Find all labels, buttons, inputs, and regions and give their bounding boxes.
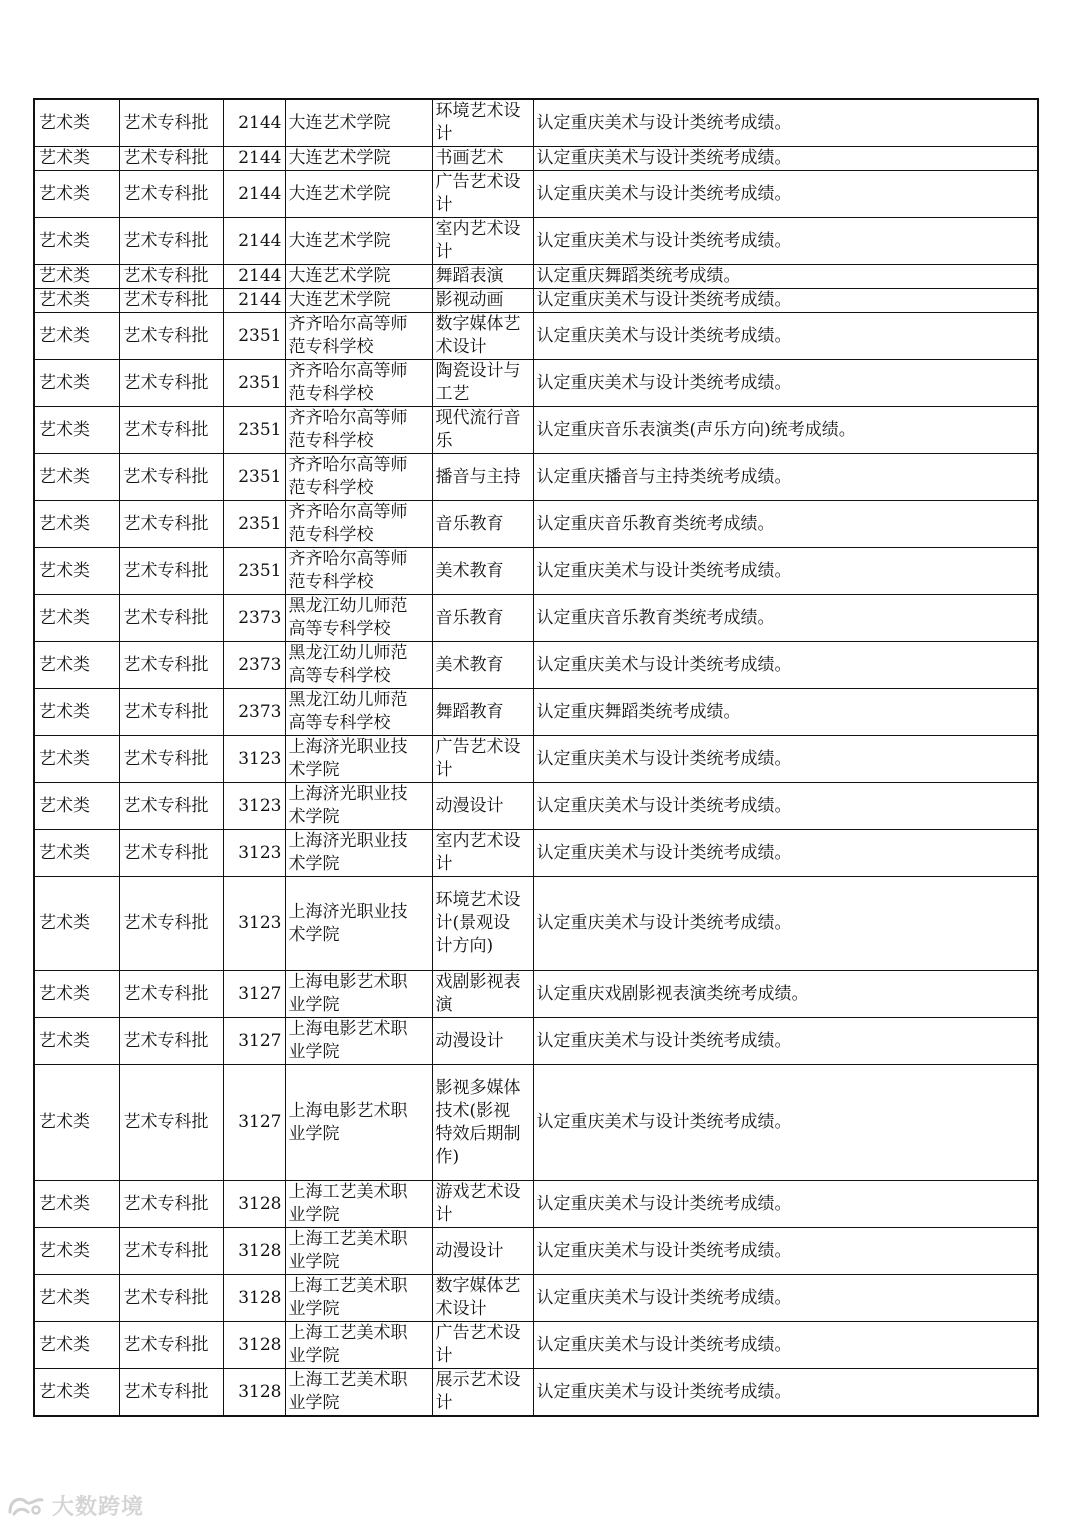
watermark-text: 大数跨境 bbox=[52, 1494, 145, 1520]
cell-batch: 艺术专科批 bbox=[119, 642, 223, 689]
cell-code: 2144 bbox=[223, 289, 285, 313]
table-row bbox=[34, 830, 1038, 877]
cell-batch: 艺术专科批 bbox=[119, 736, 223, 783]
cell-category: 艺术类 bbox=[34, 218, 119, 265]
cell-batch: 艺术专科批 bbox=[119, 1228, 223, 1275]
table-row bbox=[34, 971, 1038, 1018]
cell-note: 认定重庆美术与设计类统考成绩。 bbox=[533, 783, 1038, 830]
admissions-table bbox=[33, 98, 1039, 1417]
cell-school: 齐齐哈尔高等师 范专科学校 bbox=[285, 360, 432, 407]
cell-major: 影视多媒体 技术(影视 特效后期制 作) bbox=[432, 1065, 533, 1181]
cell-code: 2351 bbox=[223, 454, 285, 501]
table-body bbox=[34, 99, 1038, 1416]
cell-major: 美术教育 bbox=[432, 642, 533, 689]
cell-batch: 艺术专科批 bbox=[119, 501, 223, 548]
table-row bbox=[34, 1018, 1038, 1065]
cell-code: 3128 bbox=[223, 1181, 285, 1228]
cell-note: 认定重庆美术与设计类统考成绩。 bbox=[533, 736, 1038, 783]
table-row bbox=[34, 454, 1038, 501]
cell-code: 2373 bbox=[223, 642, 285, 689]
cell-school: 齐齐哈尔高等师 范专科学校 bbox=[285, 407, 432, 454]
table-row bbox=[34, 1322, 1038, 1369]
cell-batch: 艺术专科批 bbox=[119, 595, 223, 642]
cell-batch: 艺术专科批 bbox=[119, 1322, 223, 1369]
cell-major: 舞蹈表演 bbox=[432, 265, 533, 289]
cell-category: 艺术类 bbox=[34, 783, 119, 830]
cell-batch: 艺术专科批 bbox=[119, 1065, 223, 1181]
table-row bbox=[34, 642, 1038, 689]
cell-major: 音乐教育 bbox=[432, 595, 533, 642]
cell-code: 3128 bbox=[223, 1322, 285, 1369]
cell-code: 2144 bbox=[223, 99, 285, 147]
cell-school: 大连艺术学院 bbox=[285, 265, 432, 289]
cell-note: 认定重庆舞蹈类统考成绩。 bbox=[533, 265, 1038, 289]
cell-major: 书画艺术 bbox=[432, 147, 533, 171]
cell-batch: 艺术专科批 bbox=[119, 147, 223, 171]
cell-note: 认定重庆美术与设计类统考成绩。 bbox=[533, 877, 1038, 971]
cell-category: 艺术类 bbox=[34, 313, 119, 360]
cell-note: 认定重庆美术与设计类统考成绩。 bbox=[533, 1275, 1038, 1322]
cell-category: 艺术类 bbox=[34, 877, 119, 971]
cell-code: 3128 bbox=[223, 1228, 285, 1275]
cell-note: 认定重庆美术与设计类统考成绩。 bbox=[533, 1065, 1038, 1181]
cell-major: 环境艺术设 计(景观设 计方向) bbox=[432, 877, 533, 971]
cell-major: 广告艺术设 计 bbox=[432, 736, 533, 783]
cell-category: 艺术类 bbox=[34, 265, 119, 289]
cell-code: 2351 bbox=[223, 313, 285, 360]
watermark bbox=[6, 1490, 144, 1520]
table-row bbox=[34, 1228, 1038, 1275]
cell-code: 3127 bbox=[223, 1018, 285, 1065]
cell-note: 认定重庆美术与设计类统考成绩。 bbox=[533, 313, 1038, 360]
cell-note: 认定重庆美术与设计类统考成绩。 bbox=[533, 830, 1038, 877]
cell-note: 认定重庆戏剧影视表演类统考成绩。 bbox=[533, 971, 1038, 1018]
table-row bbox=[34, 877, 1038, 971]
cell-category: 艺术类 bbox=[34, 289, 119, 313]
cell-category: 艺术类 bbox=[34, 501, 119, 548]
cell-note: 认定重庆播音与主持类统考成绩。 bbox=[533, 454, 1038, 501]
cell-batch: 艺术专科批 bbox=[119, 265, 223, 289]
cell-code: 2351 bbox=[223, 548, 285, 595]
cell-major: 舞蹈教育 bbox=[432, 689, 533, 736]
cell-code: 2351 bbox=[223, 501, 285, 548]
cell-category: 艺术类 bbox=[34, 1369, 119, 1417]
table-row bbox=[34, 1181, 1038, 1228]
cell-category: 艺术类 bbox=[34, 595, 119, 642]
cell-category: 艺术类 bbox=[34, 1181, 119, 1228]
cell-batch: 艺术专科批 bbox=[119, 218, 223, 265]
cell-category: 艺术类 bbox=[34, 689, 119, 736]
cell-note: 认定重庆美术与设计类统考成绩。 bbox=[533, 548, 1038, 595]
cell-note: 认定重庆美术与设计类统考成绩。 bbox=[533, 1322, 1038, 1369]
cell-note: 认定重庆舞蹈类统考成绩。 bbox=[533, 689, 1038, 736]
cell-note: 认定重庆美术与设计类统考成绩。 bbox=[533, 218, 1038, 265]
table-row bbox=[34, 501, 1038, 548]
cell-category: 艺术类 bbox=[34, 1322, 119, 1369]
table-row bbox=[34, 1275, 1038, 1322]
cell-school: 上海电影艺术职 业学院 bbox=[285, 1065, 432, 1181]
cell-major: 陶瓷设计与 工艺 bbox=[432, 360, 533, 407]
cell-batch: 艺术专科批 bbox=[119, 830, 223, 877]
cell-school: 上海工艺美术职 业学院 bbox=[285, 1275, 432, 1322]
cell-batch: 艺术专科批 bbox=[119, 454, 223, 501]
cell-batch: 艺术专科批 bbox=[119, 313, 223, 360]
table-row bbox=[34, 736, 1038, 783]
cell-code: 2144 bbox=[223, 147, 285, 171]
cell-category: 艺术类 bbox=[34, 147, 119, 171]
cell-code: 2351 bbox=[223, 407, 285, 454]
cell-batch: 艺术专科批 bbox=[119, 877, 223, 971]
cell-code: 3123 bbox=[223, 830, 285, 877]
cell-code: 3128 bbox=[223, 1275, 285, 1322]
cell-note: 认定重庆音乐教育类统考成绩。 bbox=[533, 501, 1038, 548]
cell-code: 2373 bbox=[223, 689, 285, 736]
cell-school: 黑龙江幼儿师范 高等专科学校 bbox=[285, 689, 432, 736]
cell-category: 艺术类 bbox=[34, 548, 119, 595]
cell-school: 大连艺术学院 bbox=[285, 218, 432, 265]
cell-major: 室内艺术设 计 bbox=[432, 830, 533, 877]
cell-code: 2144 bbox=[223, 218, 285, 265]
cell-batch: 艺术专科批 bbox=[119, 1181, 223, 1228]
cell-category: 艺术类 bbox=[34, 360, 119, 407]
cell-code: 3123 bbox=[223, 736, 285, 783]
cell-major: 室内艺术设 计 bbox=[432, 218, 533, 265]
cell-code: 2144 bbox=[223, 171, 285, 218]
cell-code: 3128 bbox=[223, 1369, 285, 1417]
cell-note: 认定重庆美术与设计类统考成绩。 bbox=[533, 1181, 1038, 1228]
cell-note: 认定重庆美术与设计类统考成绩。 bbox=[533, 642, 1038, 689]
cell-note: 认定重庆美术与设计类统考成绩。 bbox=[533, 1369, 1038, 1417]
cell-school: 上海工艺美术职 业学院 bbox=[285, 1369, 432, 1417]
cell-major: 动漫设计 bbox=[432, 1228, 533, 1275]
cell-school: 上海工艺美术职 业学院 bbox=[285, 1228, 432, 1275]
table-row bbox=[34, 99, 1038, 147]
cell-school: 齐齐哈尔高等师 范专科学校 bbox=[285, 313, 432, 360]
cell-note: 认定重庆美术与设计类统考成绩。 bbox=[533, 171, 1038, 218]
cell-batch: 艺术专科批 bbox=[119, 99, 223, 147]
cell-batch: 艺术专科批 bbox=[119, 783, 223, 830]
cell-school: 大连艺术学院 bbox=[285, 171, 432, 218]
cell-major: 戏剧影视表 演 bbox=[432, 971, 533, 1018]
cell-code: 2351 bbox=[223, 360, 285, 407]
cell-school: 黑龙江幼儿师范 高等专科学校 bbox=[285, 595, 432, 642]
cell-major: 数字媒体艺 术设计 bbox=[432, 1275, 533, 1322]
cell-code: 3127 bbox=[223, 1065, 285, 1181]
cell-note: 认定重庆音乐表演类(声乐方向)统考成绩。 bbox=[533, 407, 1038, 454]
cell-category: 艺术类 bbox=[34, 407, 119, 454]
table-row bbox=[34, 360, 1038, 407]
cell-code: 2144 bbox=[223, 265, 285, 289]
cell-major: 广告艺术设 计 bbox=[432, 1322, 533, 1369]
cell-note: 认定重庆美术与设计类统考成绩。 bbox=[533, 99, 1038, 147]
cell-code: 3127 bbox=[223, 971, 285, 1018]
cell-category: 艺术类 bbox=[34, 830, 119, 877]
cell-school: 黑龙江幼儿师范 高等专科学校 bbox=[285, 642, 432, 689]
cell-major: 广告艺术设 计 bbox=[432, 171, 533, 218]
cell-category: 艺术类 bbox=[34, 1065, 119, 1181]
cell-major: 游戏艺术设 计 bbox=[432, 1181, 533, 1228]
table-row bbox=[34, 595, 1038, 642]
cell-batch: 艺术专科批 bbox=[119, 1369, 223, 1417]
cell-category: 艺术类 bbox=[34, 642, 119, 689]
cell-school: 上海电影艺术职 业学院 bbox=[285, 1018, 432, 1065]
table-row bbox=[34, 171, 1038, 218]
cell-note: 认定重庆美术与设计类统考成绩。 bbox=[533, 289, 1038, 313]
cell-major: 动漫设计 bbox=[432, 1018, 533, 1065]
table-row bbox=[34, 783, 1038, 830]
cell-category: 艺术类 bbox=[34, 1018, 119, 1065]
cell-batch: 艺术专科批 bbox=[119, 171, 223, 218]
table-row bbox=[34, 548, 1038, 595]
cell-batch: 艺术专科批 bbox=[119, 1275, 223, 1322]
table-row bbox=[34, 1369, 1038, 1417]
cell-major: 环境艺术设 计 bbox=[432, 99, 533, 147]
table-row bbox=[34, 313, 1038, 360]
table-row bbox=[34, 407, 1038, 454]
cell-batch: 艺术专科批 bbox=[119, 407, 223, 454]
cell-major: 美术教育 bbox=[432, 548, 533, 595]
table-row bbox=[34, 289, 1038, 313]
cell-note: 认定重庆美术与设计类统考成绩。 bbox=[533, 1018, 1038, 1065]
cell-note: 认定重庆音乐教育类统考成绩。 bbox=[533, 595, 1038, 642]
cell-batch: 艺术专科批 bbox=[119, 289, 223, 313]
cell-major: 展示艺术设 计 bbox=[432, 1369, 533, 1417]
cell-major: 数字媒体艺 术设计 bbox=[432, 313, 533, 360]
cell-school: 大连艺术学院 bbox=[285, 147, 432, 171]
cell-school: 齐齐哈尔高等师 范专科学校 bbox=[285, 454, 432, 501]
cell-category: 艺术类 bbox=[34, 1228, 119, 1275]
cell-major: 音乐教育 bbox=[432, 501, 533, 548]
cell-batch: 艺术专科批 bbox=[119, 1018, 223, 1065]
cell-major: 影视动画 bbox=[432, 289, 533, 313]
brand-logo-icon bbox=[6, 1492, 46, 1518]
cell-school: 上海电影艺术职 业学院 bbox=[285, 971, 432, 1018]
table-row bbox=[34, 1065, 1038, 1181]
table-row bbox=[34, 147, 1038, 171]
cell-school: 上海济光职业技 术学院 bbox=[285, 783, 432, 830]
table-row bbox=[34, 689, 1038, 736]
cell-category: 艺术类 bbox=[34, 736, 119, 783]
table-row bbox=[34, 265, 1038, 289]
table-row bbox=[34, 218, 1038, 265]
cell-note: 认定重庆美术与设计类统考成绩。 bbox=[533, 1228, 1038, 1275]
cell-school: 上海济光职业技 术学院 bbox=[285, 877, 432, 971]
cell-batch: 艺术专科批 bbox=[119, 689, 223, 736]
cell-school: 齐齐哈尔高等师 范专科学校 bbox=[285, 548, 432, 595]
cell-school: 大连艺术学院 bbox=[285, 99, 432, 147]
cell-category: 艺术类 bbox=[34, 1275, 119, 1322]
cell-category: 艺术类 bbox=[34, 971, 119, 1018]
cell-major: 播音与主持 bbox=[432, 454, 533, 501]
cell-school: 大连艺术学院 bbox=[285, 289, 432, 313]
cell-code: 3123 bbox=[223, 783, 285, 830]
cell-category: 艺术类 bbox=[34, 171, 119, 218]
cell-note: 认定重庆美术与设计类统考成绩。 bbox=[533, 360, 1038, 407]
cell-code: 3123 bbox=[223, 877, 285, 971]
cell-category: 艺术类 bbox=[34, 99, 119, 147]
cell-major: 动漫设计 bbox=[432, 783, 533, 830]
cell-major: 现代流行音 乐 bbox=[432, 407, 533, 454]
cell-category: 艺术类 bbox=[34, 454, 119, 501]
cell-school: 齐齐哈尔高等师 范专科学校 bbox=[285, 501, 432, 548]
cell-school: 上海工艺美术职 业学院 bbox=[285, 1322, 432, 1369]
cell-note: 认定重庆美术与设计类统考成绩。 bbox=[533, 147, 1038, 171]
cell-school: 上海工艺美术职 业学院 bbox=[285, 1181, 432, 1228]
cell-batch: 艺术专科批 bbox=[119, 548, 223, 595]
cell-school: 上海济光职业技 术学院 bbox=[285, 830, 432, 877]
cell-batch: 艺术专科批 bbox=[119, 360, 223, 407]
cell-code: 2373 bbox=[223, 595, 285, 642]
cell-batch: 艺术专科批 bbox=[119, 971, 223, 1018]
cell-school: 上海济光职业技 术学院 bbox=[285, 736, 432, 783]
